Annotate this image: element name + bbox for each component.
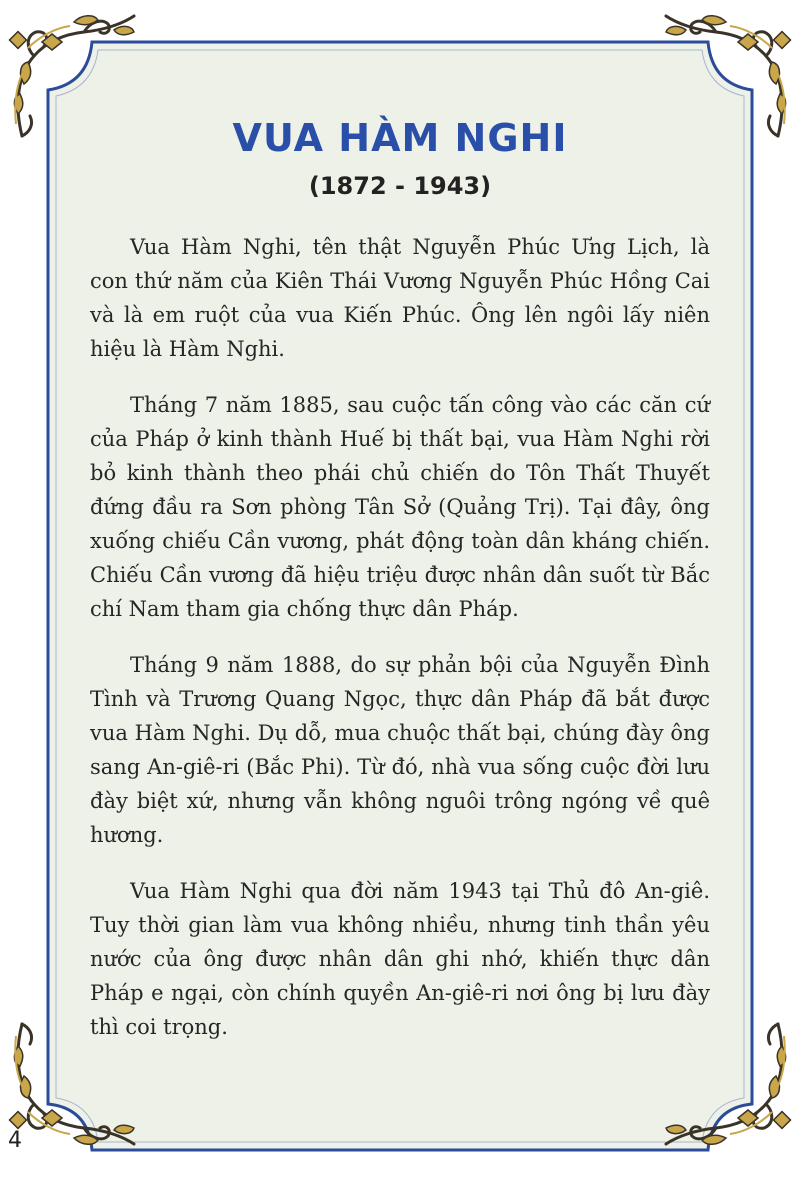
paragraph: Vua Hàm Nghi qua đời năm 1943 tại Thủ đô An-giê. Tuy thời gian làm vua không nhiều, nhưng tinh thần yêu nước của ông được nhân dân ghi nhớ, khiến thực dân Pháp e ngại, còn chính quyền An-giê-ri nơi ông bị lưu đày thì coi trọng. xyxy=(90,879,710,1039)
paragraph: Tháng 7 năm 1885, sau cuộc tấn công vào các căn cứ của Pháp ở kinh thành Huế bị thất bại, vua Hàm Nghi rời bỏ kinh thành theo phái chủ chiến do Tôn Thất Thuyết đứng đầu ra Sơn phòng Tân Sở (Quảng Trị). Tại đây, ông xuống chiếu Cần vương, phát động toàn dân kháng chiến. Chiếu Cần vương đã hiệu triệu được nhân dân suốt từ Bắc chí Nam tham gia chống thực dân Pháp. xyxy=(90,393,710,621)
page-title: VUA HÀM NGHI xyxy=(232,116,568,160)
page-number: 4 xyxy=(8,1128,22,1153)
article xyxy=(90,112,710,1066)
article-body xyxy=(90,230,710,1044)
paragraph: Vua Hàm Nghi, tên thật Nguyễn Phúc Ưng Lịch, là con thứ năm của Kiên Thái Vương Nguyễn Phúc Hồng Cai và là em ruột của vua Kiến Phúc. Ông lên ngôi lấy niên hiệu là Hàm Nghi. xyxy=(90,235,710,361)
paragraph: Tháng 9 năm 1888, do sự phản bội của Nguyễn Đình Tình và Trương Quang Ngọc, thực dân Pháp đã bắt được vua Hàm Nghi. Dụ dỗ, mua chuộc thất bại, chúng đày ông sang An-giê-ri (Bắc Phi). Từ đó, nhà vua sống cuộc đời lưu đày biệt xứ, nhưng vẫn không nguôi trông ngóng về quê hương. xyxy=(90,653,710,847)
lifespan-years: (1872 - 1943) xyxy=(308,172,492,200)
